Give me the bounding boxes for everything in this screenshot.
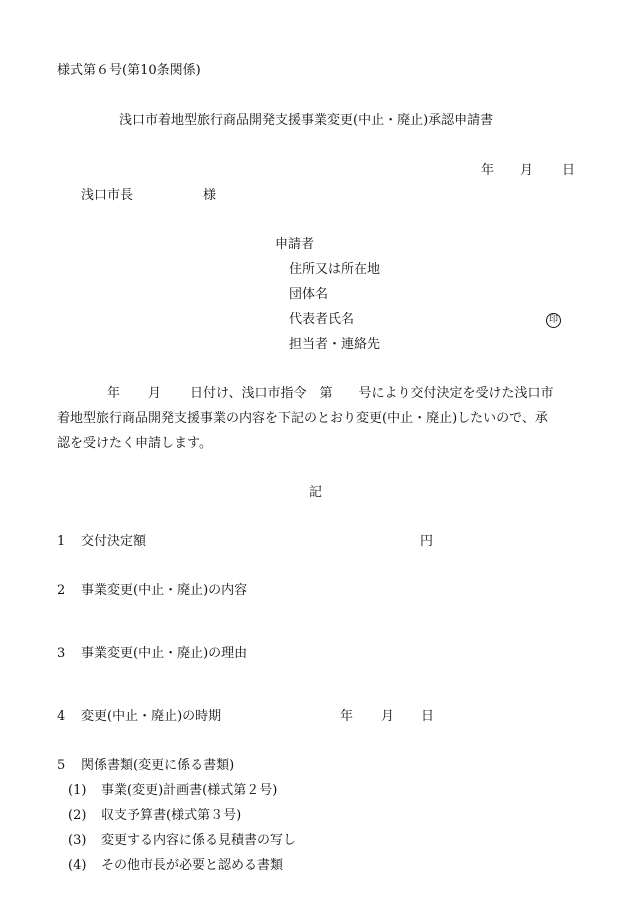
item-number: 4 [57, 709, 66, 724]
item-label: 関係書類(変更に係る書類) [81, 758, 235, 773]
body-month: 月 [148, 386, 162, 401]
applicant-contact-label: 担当者・連絡先 [289, 337, 381, 352]
date-month: 月 [520, 163, 534, 178]
body-line2: 着地型旅行商品開発支援事業の内容を下記のとおり変更(中止・廃止)したいので、承 [57, 411, 548, 426]
body-line1: 日付け、浅口市指令 第 号により交付決定を受けた浅口市 [190, 386, 554, 401]
addressee-name: 浅口市長 [81, 188, 134, 203]
item-label: 事業変更(中止・廃止)の内容 [81, 583, 248, 598]
doc-number: (1) [68, 783, 87, 798]
item-year: 年 [340, 709, 354, 724]
item-unit: 円 [420, 534, 434, 549]
doc-label: その他市長が必要と認める書類 [101, 858, 284, 873]
ki-heading: 記 [309, 485, 323, 500]
applicant-rep-label: 代表者氏名 [289, 312, 355, 327]
body-year: 年 [107, 386, 121, 401]
doc-label: 事業(変更)計画書(様式第２号) [101, 783, 278, 798]
seal-mark: 印 [546, 313, 561, 328]
item-label: 変更(中止・廃止)の時期 [81, 709, 222, 724]
item-day: 日 [421, 709, 435, 724]
item-number: 2 [57, 583, 66, 598]
item-number: 5 [57, 758, 66, 773]
applicant-org-label: 団体名 [289, 287, 329, 302]
date-day: 日 [562, 163, 576, 178]
doc-label: 変更する内容に係る見積書の写し [101, 833, 297, 848]
item-label: 事業変更(中止・廃止)の理由 [81, 646, 248, 661]
applicant-heading: 申請者 [275, 237, 315, 252]
doc-number: (4) [68, 858, 87, 873]
document-title: 浅口市着地型旅行商品開発支援事業変更(中止・廃止)承認申請書 [119, 113, 494, 128]
date-year: 年 [481, 163, 495, 178]
item-number: 3 [57, 646, 66, 661]
item-label: 交付決定額 [81, 534, 147, 549]
addressee-honorific: 様 [203, 188, 217, 203]
doc-number: (3) [68, 833, 87, 848]
form-number: 様式第６号(第10条関係) [57, 63, 201, 78]
item-number: 1 [57, 534, 66, 549]
body-line3: 認を受けたく申請します。 [57, 436, 212, 451]
applicant-address-label: 住所又は所在地 [289, 262, 381, 277]
item-month: 月 [381, 709, 395, 724]
doc-label: 収支予算書(様式第３号) [101, 808, 242, 823]
doc-number: (2) [68, 808, 87, 823]
